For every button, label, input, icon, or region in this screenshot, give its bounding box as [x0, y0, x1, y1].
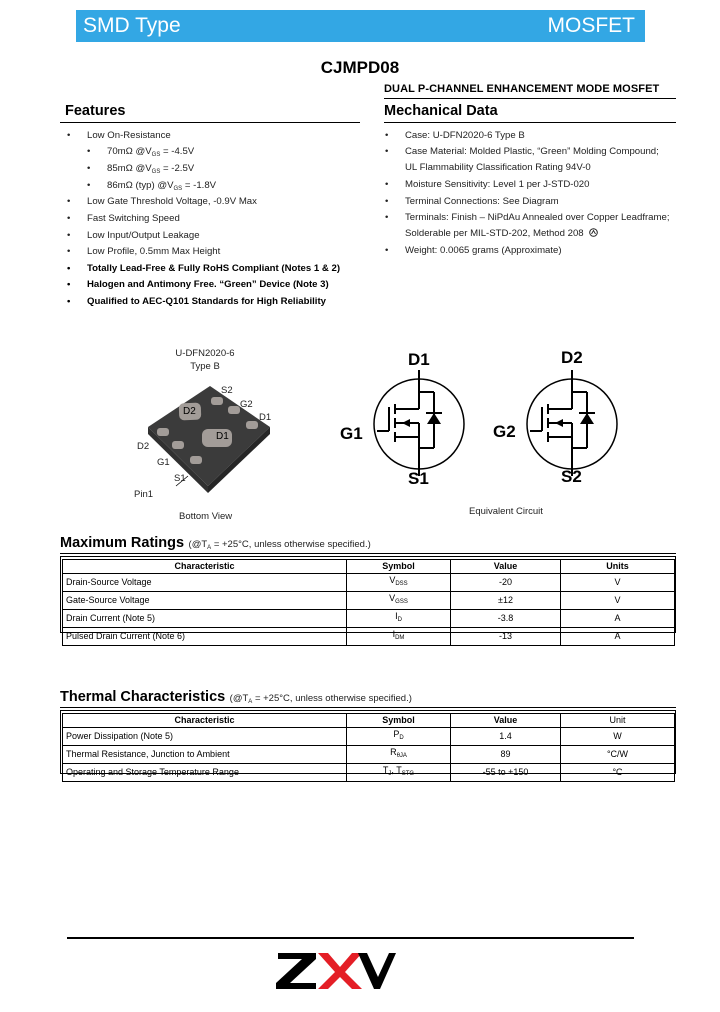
pin-s2-pad	[211, 397, 223, 405]
cell-characteristic: Thermal Resistance, Junction to Ambient	[63, 746, 347, 764]
package-name: U-DFN2020-6	[175, 348, 235, 359]
table-row	[63, 628, 675, 646]
zxv-logo	[274, 947, 398, 993]
feature-item: • Qualified to AEC-Q101 Standards for High Reliability	[67, 296, 326, 307]
pin-label-d2: D2	[137, 441, 150, 452]
features-heading: Features	[65, 103, 126, 119]
cell-unit: W	[561, 728, 675, 746]
cell-unit: °C	[561, 764, 675, 782]
max-ratings-header	[60, 534, 371, 552]
table-header-row	[63, 560, 675, 574]
mosfet-2-diode	[580, 413, 594, 424]
circuit-label-d1: D1	[408, 350, 430, 369]
cell-unit: V	[561, 592, 675, 610]
thermal-table	[62, 713, 675, 782]
mechanical-item-cont: UL Flammability Classification Rating 94V-0	[405, 162, 591, 173]
cell-unit: A	[561, 628, 675, 646]
max-ratings-condition: ($@T_A = +25^\circ C$, unless otherwise specified.)	[188, 539, 371, 551]
cell-symbol: $I_{DM}$	[347, 628, 451, 646]
mechanical-item-cont: Solderable per MIL-STD-202, Method 208	[405, 228, 599, 239]
table-row	[63, 592, 675, 610]
footer-rule	[67, 937, 634, 939]
circuit-label-s1: S1	[408, 469, 429, 488]
cell-symbol: $T_J$, $T_{STG}$	[347, 764, 451, 782]
pin-d2-pad	[157, 428, 169, 436]
table-row	[63, 746, 675, 764]
mosfet-1-diode	[427, 413, 441, 424]
cell-characteristic: Drain Current (Note 5)	[63, 610, 347, 628]
pin-label-g1: G1	[157, 457, 170, 468]
banner-left-label: SMD Type	[83, 14, 181, 37]
cell-characteristic: Power Dissipation (Note 5)	[63, 728, 347, 746]
cell-value: -3.8	[451, 610, 561, 628]
table-row	[63, 574, 675, 592]
feature-item: • Low On-Resistance	[67, 130, 171, 141]
cell-value: -55 to +150	[451, 764, 561, 782]
table-header-row	[63, 714, 675, 728]
cell-characteristic: Drain-Source Voltage	[63, 574, 347, 592]
subtitle-rule	[384, 98, 676, 99]
column-header: Characteristic	[63, 714, 347, 728]
cell-symbol: $R_{\theta JA}$	[347, 746, 451, 764]
mechanical-item: • Terminal Connections: See Diagram	[385, 196, 559, 207]
max-ratings-table	[62, 559, 675, 646]
pin-g2-pad	[228, 406, 240, 414]
feature-item: • Fast Switching Speed	[67, 213, 180, 224]
cell-characteristic: Pulsed Drain Current (Note 6)	[63, 628, 347, 646]
column-header: Unit	[561, 714, 675, 728]
device-subtitle: DUAL P-CHANNEL ENHANCEMENT MODE MOSFET	[384, 83, 660, 95]
pin-label-s1: S1	[174, 473, 186, 484]
circuit-label-g1: G1	[340, 424, 363, 443]
cell-characteristic: Operating and Storage Temperature Range	[63, 764, 347, 782]
cell-symbol: $V_{DSS}$	[347, 574, 451, 592]
pin-s1-pad	[190, 456, 202, 464]
feature-sub-item: • 85mΩ $@V_{GS} = -2.5V$	[87, 163, 195, 175]
thermal-title: Thermal Characteristics	[60, 689, 226, 705]
column-header: Symbol	[347, 560, 451, 574]
mechanical-heading: Mechanical Data	[384, 103, 498, 119]
cell-unit: °C/W	[561, 746, 675, 764]
pad-label-d1: D1	[216, 431, 229, 442]
table-row	[63, 764, 675, 782]
feature-sub-item: • 86mΩ (typ) $@V_{GS} = -1.8V$	[87, 180, 217, 192]
cell-symbol: $V_{GSS}$	[347, 592, 451, 610]
column-header: Value	[451, 714, 561, 728]
table-row	[63, 728, 675, 746]
feature-item: • Low Profile, 0.5mm Max Height	[67, 246, 221, 257]
table-row	[63, 610, 675, 628]
cell-value: ±12	[451, 592, 561, 610]
thermal-header	[60, 688, 412, 706]
logo-letter-z	[276, 953, 316, 989]
cell-unit: A	[561, 610, 675, 628]
package-caption: Bottom View	[179, 511, 233, 522]
cell-characteristic: Gate-Source Voltage	[63, 592, 347, 610]
mechanical-item: • Case: U-DFN2020-6 Type B	[385, 130, 525, 141]
cell-value: 1.4	[451, 728, 561, 746]
pin-d1-pad	[246, 421, 258, 429]
column-header: Characteristic	[63, 560, 347, 574]
column-header: Value	[451, 560, 561, 574]
pin1-label: Pin1	[134, 489, 154, 500]
column-header: Units	[561, 560, 675, 574]
thermal-rule	[60, 707, 676, 708]
circuit-label-g2: G2	[493, 422, 516, 441]
thermal-condition: ($@T_A = +25^\circ C$, unless otherwise specified.)	[229, 693, 412, 705]
mosfet-1-arrow	[402, 419, 410, 427]
pin-label-g2: G2	[240, 399, 253, 410]
feature-item: • Halogen and Antimony Free. “Green” Device (Note 3)	[67, 279, 329, 290]
pin-label-s2: S2	[221, 385, 233, 396]
max-ratings-title: Maximum Ratings	[60, 535, 185, 551]
circuit-label-s2: S2	[561, 467, 582, 486]
features-rule	[60, 122, 360, 123]
circuit-label-d2: D2	[561, 348, 583, 367]
mechanical-item: • Weight: 0.0065 grams (Approximate)	[385, 245, 562, 256]
mosfet-1-symbol	[374, 370, 464, 476]
pin-g1-pad	[172, 441, 184, 449]
cell-unit: V	[561, 574, 675, 592]
cell-symbol: $P_D$	[347, 728, 451, 746]
banner-right-label: MOSFET	[547, 14, 635, 37]
mechanical-item: • Case Material: Molded Plastic, “Green” Molding Compound;	[385, 146, 659, 157]
circuit-caption: Equivalent Circuit	[469, 506, 543, 517]
feature-item: • Low Input/Output Leakage	[67, 230, 200, 241]
column-header: Symbol	[347, 714, 451, 728]
mechanical-item: • Moisture Sensitivity: Level 1 per J-STD-020	[385, 179, 590, 190]
max-ratings-rule	[60, 553, 676, 554]
mechanical-item: • Terminals: Finish – NiPdAu Annealed over Copper Leadframe;	[385, 212, 670, 223]
feature-item: • Low Gate Threshold Voltage, -0.9V Max	[67, 196, 257, 207]
feature-item: • Totally Lead-Free & Fully RoHS Compliant (Notes 1 & 2)	[67, 263, 341, 274]
mechanical-rule	[384, 122, 676, 123]
package-type: Type B	[190, 361, 220, 372]
cell-value: 89	[451, 746, 561, 764]
header-banner	[76, 10, 645, 42]
feature-sub-item: • 70mΩ $@V_{GS} = -4.5V$	[87, 146, 195, 158]
package-drawing	[132, 382, 282, 500]
pin-label-d1: D1	[259, 412, 272, 423]
cell-value: -13	[451, 628, 561, 646]
logo-letter-x	[318, 953, 362, 989]
mosfet-2-arrow	[555, 419, 563, 427]
part-number: CJMPD08	[320, 58, 400, 77]
lead-free-icon	[588, 228, 599, 237]
cell-symbol: $I_D$	[347, 610, 451, 628]
mosfet-2-symbol	[527, 370, 617, 476]
cell-value: -20	[451, 574, 561, 592]
pad-label-d2: D2	[183, 406, 196, 417]
logo-letter-v	[358, 953, 396, 989]
